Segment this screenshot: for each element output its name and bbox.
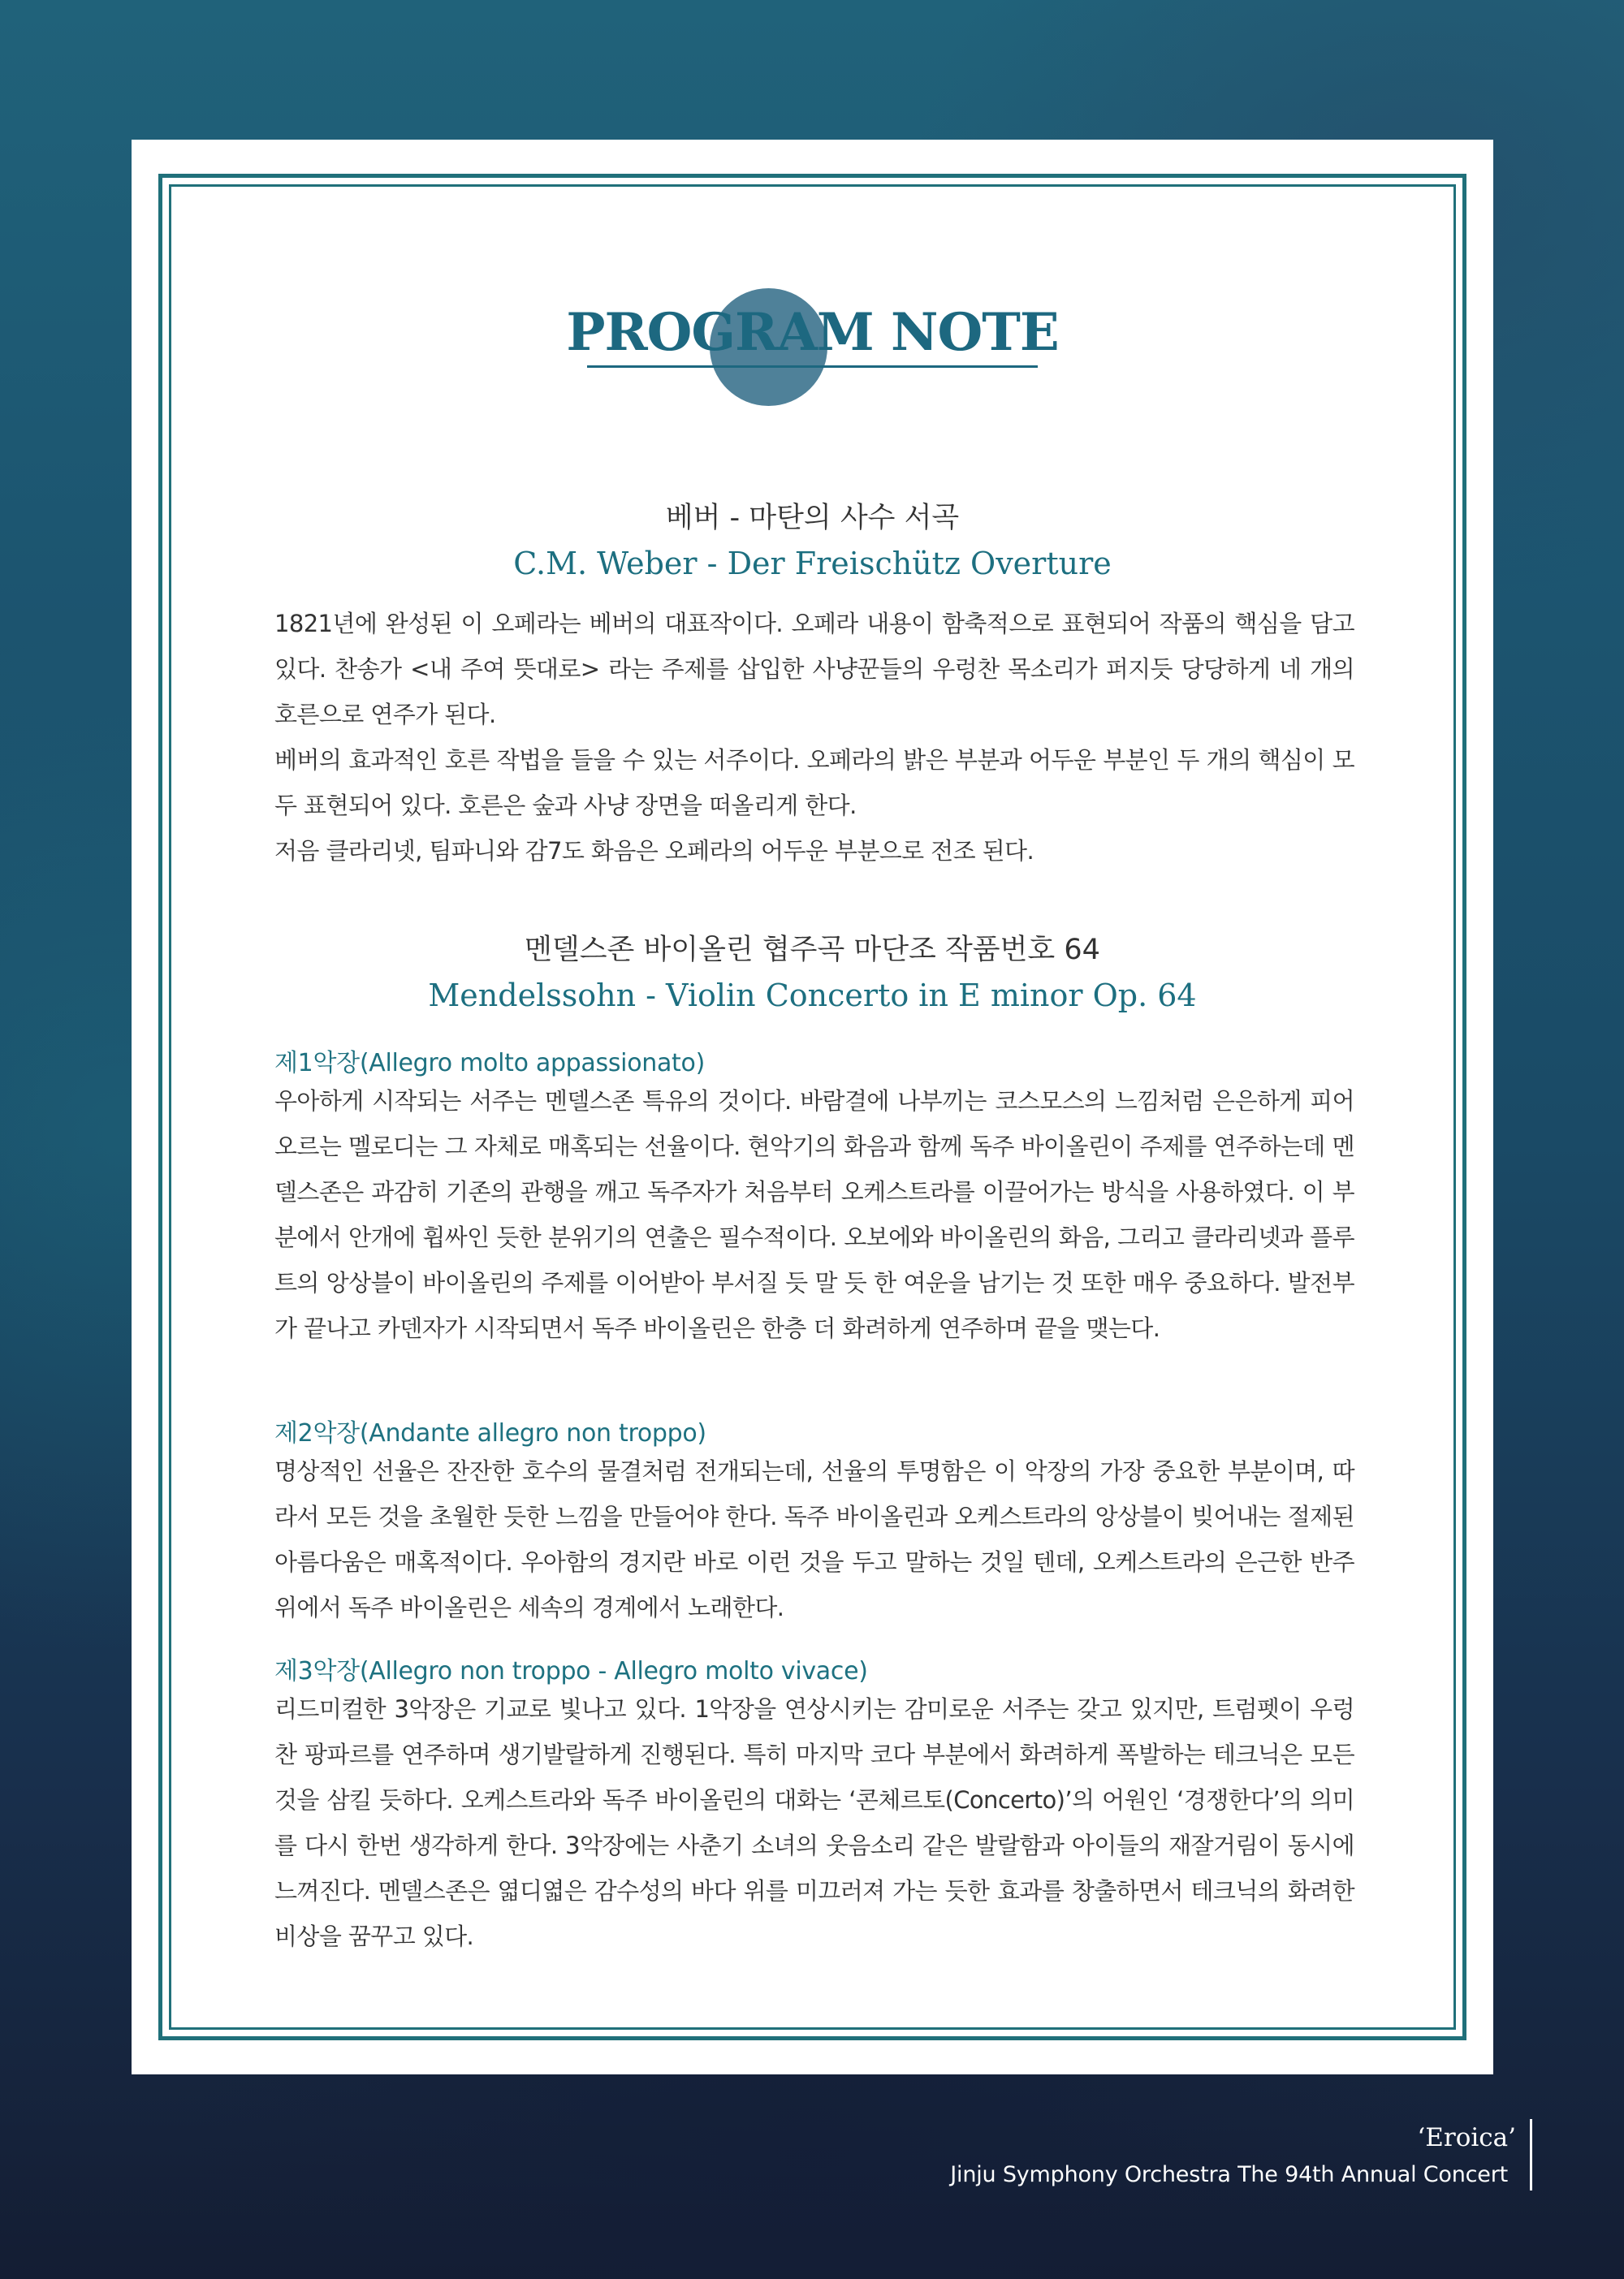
weber-title-ko: 베버 - 마탄의 사수 서곡 [665, 502, 960, 534]
logo-underline [587, 365, 1038, 368]
mendelssohn-title-ko: 멘델스존 바이올린 협주곡 마단조 작품번호 64 [525, 934, 1100, 966]
weber-paragraph: 베버의 효과적인 호른 작법을 들을 수 있는 서주이다. 오페라의 밝은 부분과 어두운 부분인 두 개의 핵심이 모두 표현되어 있다. 호른은 숲과 사냥 장면을 떠올리게 한다. [274, 746, 1354, 819]
weber-description [274, 601, 1354, 874]
program-note-card [132, 140, 1493, 2074]
weber-paragraph: 1821년에 완성된 이 오페라는 베버의 대표작이다. 오페라 내용이 함축적으로 표현되어 작품의 핵심을 담고 있다. 찬송가 <내 주여 뜻대로> 라는 주제를 삽입한 사냥꾼들의 우렁찬 목소리가 퍼지듯 당당하게 네 개의 호른으로 연주가 된다. [274, 610, 1354, 728]
movement-1-heading: 제1악장(Allegro molto appassionato) [274, 1049, 705, 1077]
mendelssohn-title-en: Mendelssohn - Violin Concerto in E minor Op. 64 [428, 978, 1197, 1013]
weber-paragraph: 저음 클라리넷, 팀파니와 감7도 화음은 오페라의 어두운 부분으로 전조 된다. [274, 837, 1034, 865]
footer-divider [1530, 2119, 1532, 2191]
movement-3-heading: 제3악장(Allegro non troppo - Allegro molto vivace) [274, 1657, 868, 1686]
movement-2-heading: 제2악장(Andante allegro non troppo) [274, 1419, 706, 1448]
concert-subtitle: Jinju Symphony Orchestra The 94th Annual Concert [950, 2162, 1508, 2187]
movement-1-text: 우아하게 시작되는 서주는 멘델스존 특유의 것이다. 바람결에 나부끼는 코스모스의 느낌처럼 은은하게 피어오르는 멜로디는 그 자체로 매혹되는 선율이다. 현악기의 화음과 함께 독주 바이올린이 주제를 연주하는데 멘델스존은 과감히 기존의 관행을 깨고 독주자가 처음부터 오케스트라를 이끌어가는 방식을 사용하였다. 이 부분에서 안개에 휩싸인 듯한 분위기의 연출은 필수적이다. 오보에와 바이올린의 화음, 그리고 클라리넷과 플루트의 앙상블이 바이올린의 주제를 이어받아 부서질 듯 말 듯 한 여운을 남기는 것 또한 매우 중요하다. 발전부가 끝나고 카덴자가 시작되면서 독주 바이올린은 한층 더 화려하게 연주하며 끝을 맺는다. [274, 1087, 1354, 1342]
weber-title-en: C.M. Weber - Der Freischütz Overture [513, 546, 1112, 581]
program-note-logo [132, 270, 1493, 432]
logo-text: PROGRAM NOTE [566, 302, 1059, 363]
movement-3-text: 리드미컬한 3악장은 기교로 빛나고 있다. 1악장을 연상시키는 감미로운 서주는 갖고 있지만, 트럼펫이 우렁찬 팡파르를 연주하며 생기발랄하게 진행된다. 특히 마지막 코다 부분에서 화려하게 폭발하는 테크닉은 모든 것을 삼킬 듯하다. 오케스트라와 독주 바이올린의 대화는 ‘콘체르토(Concerto)’의 어원인 ‘경쟁한다’의 의미를 다시 한번 생각하게 한다. 3악장에는 사춘기 소녀의 웃음소리 같은 발랄함과 아이들의 재잘거림이 동시에 느껴진다. 멘델스존은 엷디엷은 감수성의 바다 위를 미끄러져 가는 듯한 효과를 창출하면서 테크닉의 화려한 비상을 꿈꾸고 있다. [274, 1695, 1354, 1950]
concert-title: ‘Eroica’ [1417, 2123, 1516, 2152]
movement-2-text: 명상적인 선율은 잔잔한 호수의 물결처럼 전개되는데, 선율의 투명함은 이 악장의 가장 중요한 부분이며, 따라서 모든 것을 초월한 듯한 느낌을 만들어야 한다. 독주 바이올린과 오케스트라의 앙상블이 빚어내는 절제된 아름다움은 매혹적이다. 우아함의 경지란 바로 이런 것을 두고 말하는 것일 텐데, 오케스트라의 은근한 반주 위에서 독주 바이올린은 세속의 경계에서 노래한다. [274, 1457, 1354, 1621]
